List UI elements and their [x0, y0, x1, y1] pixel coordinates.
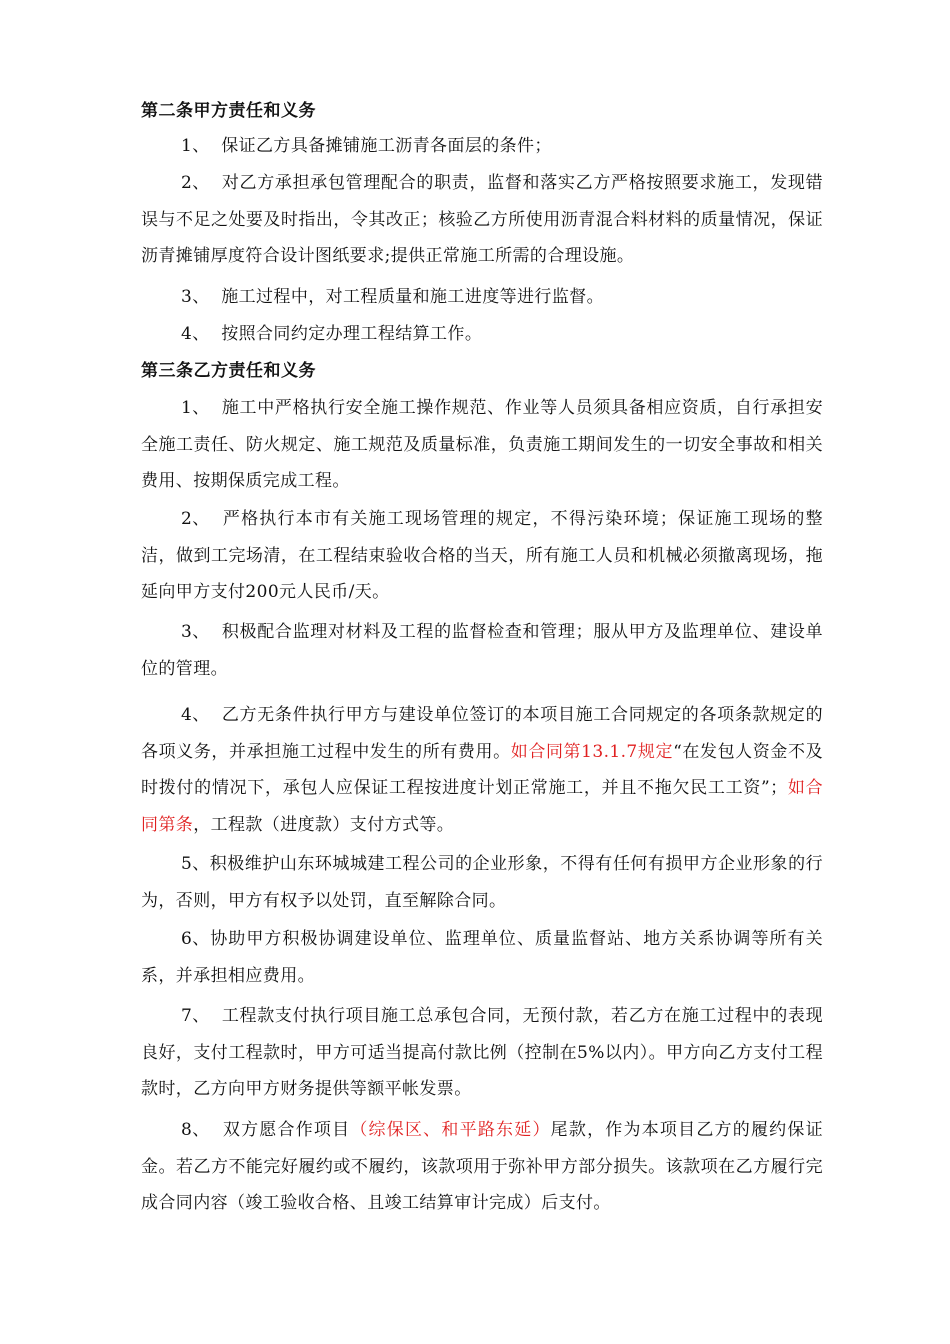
clause-b-1 [141, 390, 823, 500]
clause-b-8 [141, 1112, 823, 1222]
clause-number: 2、 [181, 509, 210, 529]
clause-text: 乙方无条件执行甲方与建设单位签订的本项目施工合同规定的各项条款规定的各项义务，并承担施工过程中发生的所有费用。 [141, 705, 824, 762]
project-name-highlight: （综保区、和平路东延） [350, 1120, 551, 1140]
clause-number: 8、 [181, 1120, 210, 1140]
clause-b-5 [141, 846, 823, 919]
clause-text: 工程款支付执行项目施工总承包合同，无预付款，若乙方在施工过程中的表现良好，支付工程款时，甲方可适当提高付款比例（控制在5%以内）。甲方向乙方支付工程款时，乙方向甲方财务提供等额平帐发票。 [141, 1006, 824, 1099]
clause-number: 3、 [181, 287, 210, 307]
clause-text: ，工程款（进度款）支付方式等。 [193, 814, 455, 835]
clause-text: 积极维护山东环城城建工程公司的企业形象，不得有任何有损甲方企业形象的行为，否则，甲方有权予以处罚，直至解除合同。 [141, 854, 823, 911]
clause-text: 施工中严格执行安全施工操作规范、作业等人员须具备相应资质，自行承担安全施工责任、防火规定、施工规范及质量标准，负责施工期间发生的一切安全事故和相关费用、按期保质完成工程。 [141, 398, 824, 491]
clause-number: 4、 [181, 705, 210, 725]
clause-text: 双方愿合作项目 [222, 1120, 351, 1140]
clause-number: 6、 [181, 929, 210, 949]
clause-b-4 [141, 697, 823, 843]
clause-number: 1、 [181, 398, 210, 418]
clause-number: 3、 [181, 622, 210, 642]
contract-reference-highlight: 如合同第13.1.7规定 [510, 741, 674, 762]
clause-b-6 [141, 921, 823, 994]
clause-a-3 [141, 279, 823, 316]
clause-text: 施工过程中，对工程质量和施工进度等进行监督。 [221, 287, 605, 307]
clause-a-1 [141, 128, 823, 165]
section-heading-party-a: 第二条甲方责任和义务 [141, 101, 316, 121]
contract-reference-highlight: 如合同第条 [141, 778, 823, 835]
clause-text: 保证乙方具备摊铺施工沥青各面层的条件； [221, 136, 552, 156]
clause-text: 尾款，作为本项目乙方的履约保证金。若乙方不能完好履约或不履约，该款项用于弥补甲方部分损失。该款项在乙方履行完成合同内容（竣工验收合格、且竣工结算审计完成）后支付。 [141, 1120, 823, 1213]
section-heading-party-b: 第三条乙方责任和义务 [141, 361, 316, 381]
clause-b-7 [141, 998, 823, 1108]
clause-number: 5、 [181, 854, 210, 874]
clause-b-2 [141, 501, 823, 611]
clause-number: 2、 [181, 173, 210, 193]
clause-text: “在发包人资金不及时拨付的情况下，承包人应保证工程按进度计划正常施工，并且不拖欠民工工资”； [141, 741, 824, 798]
clause-text: 协助甲方积极协调建设单位、监理单位、质量监督站、地方关系协调等所有关系，并承担相应费用。 [141, 929, 823, 986]
clause-number: 7、 [181, 1006, 210, 1026]
clause-a-4 [141, 316, 823, 353]
clause-b-3 [141, 614, 823, 687]
clause-text: 严格执行本市有关施工现场管理的规定，不得污染环境；保证施工现场的整洁，做到工完场清，在工程结束验收合格的当天，所有施工人员和机械必须撤离现场，拖延向甲方支付200元人民币/天。 [141, 509, 823, 602]
clause-number: 1、 [181, 136, 210, 156]
clause-text: 积极配合监理对材料及工程的监督检查和管理；服从甲方及监理单位、建设单位的管理。 [141, 622, 824, 679]
clause-number: 4、 [181, 324, 210, 344]
clause-a-2 [141, 165, 823, 275]
clause-text: 对乙方承担承包管理配合的职责，监督和落实乙方严格按照要求施工，发现错误与不足之处要及时指出，令其改正；核验乙方所使用沥青混合料材料的质量情况，保证沥青摊铺厚度符合设计图纸要求;提供正常施工所需的合理设施。 [141, 173, 824, 266]
clause-text: 按照合同约定办理工程结算工作。 [221, 324, 483, 344]
